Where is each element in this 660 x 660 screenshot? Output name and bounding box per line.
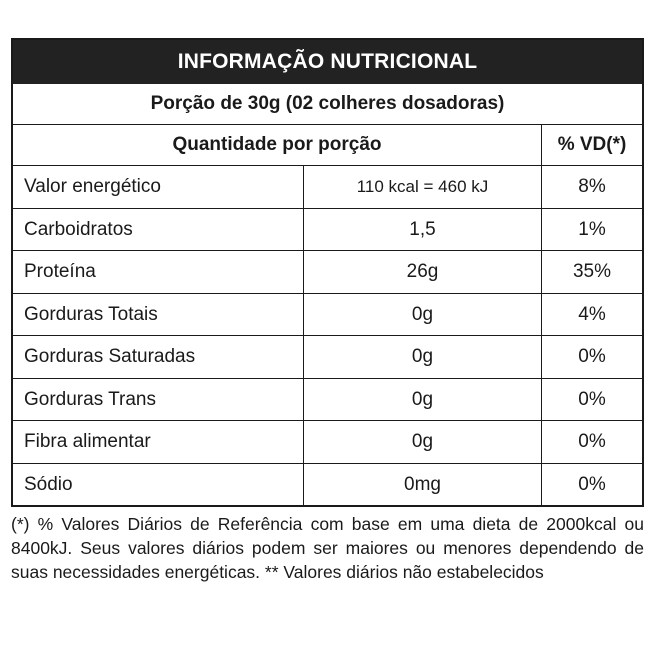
nutrient-name: Gorduras Trans [13, 379, 304, 421]
nutrient-name: Valor energético [13, 166, 304, 208]
nutrient-quantity: 0g [304, 336, 542, 378]
nutrient-quantity: 26g [304, 251, 542, 293]
nutrient-name: Gorduras Totais [13, 294, 304, 336]
nutrient-quantity: 110 kcal = 460 kJ [304, 166, 542, 208]
table-row [13, 421, 642, 464]
nutrient-quantity: 0g [304, 294, 542, 336]
nutrient-quantity: 0mg [304, 464, 542, 506]
nutrient-name: Sódio [13, 464, 304, 506]
table-row [13, 464, 642, 506]
table-header-row [13, 125, 642, 166]
table-row [13, 379, 642, 422]
table-row [13, 209, 642, 252]
nutrient-name: Carboidratos [13, 209, 304, 251]
table-row [13, 336, 642, 379]
quantity-column-header: Quantidade por porção [13, 125, 542, 165]
nutrient-vd: 0% [578, 431, 606, 452]
table-row [13, 251, 642, 294]
nutrition-table [11, 38, 644, 507]
footnote: (*) % Valores Diários de Referência com base em uma dieta de 2000kcal ou 8400kJ. Seus valores diários podem ser maiores ou menores dependendo de suas necessidades energéticas. ** Valores diários não estabelecidos [11, 514, 644, 582]
nutrient-name: Gorduras Saturadas [13, 336, 304, 378]
vd-column-header: % VD(*) [557, 134, 627, 155]
nutrient-vd: 8% [578, 176, 606, 197]
nutrient-vd: 35% [572, 261, 612, 282]
table-row [13, 166, 642, 209]
nutrient-vd: 1% [578, 218, 606, 240]
nutrient-quantity: 0g [304, 379, 542, 421]
nutrient-vd: 0% [578, 388, 606, 410]
nutrient-vd: 0% [578, 346, 606, 367]
portion-size: Porção de 30g (02 colheres dosadoras) [13, 84, 642, 125]
nutrient-name: Fibra alimentar [13, 421, 304, 463]
nutrient-quantity: 1,5 [304, 209, 542, 251]
nutrient-name: Proteína [13, 251, 304, 293]
table-title: INFORMAÇÃO NUTRICIONAL [13, 40, 642, 84]
table-row [13, 294, 642, 337]
nutrient-quantity: 0g [304, 421, 542, 463]
nutrient-vd: 0% [578, 473, 606, 495]
nutrient-vd: 4% [578, 303, 606, 325]
